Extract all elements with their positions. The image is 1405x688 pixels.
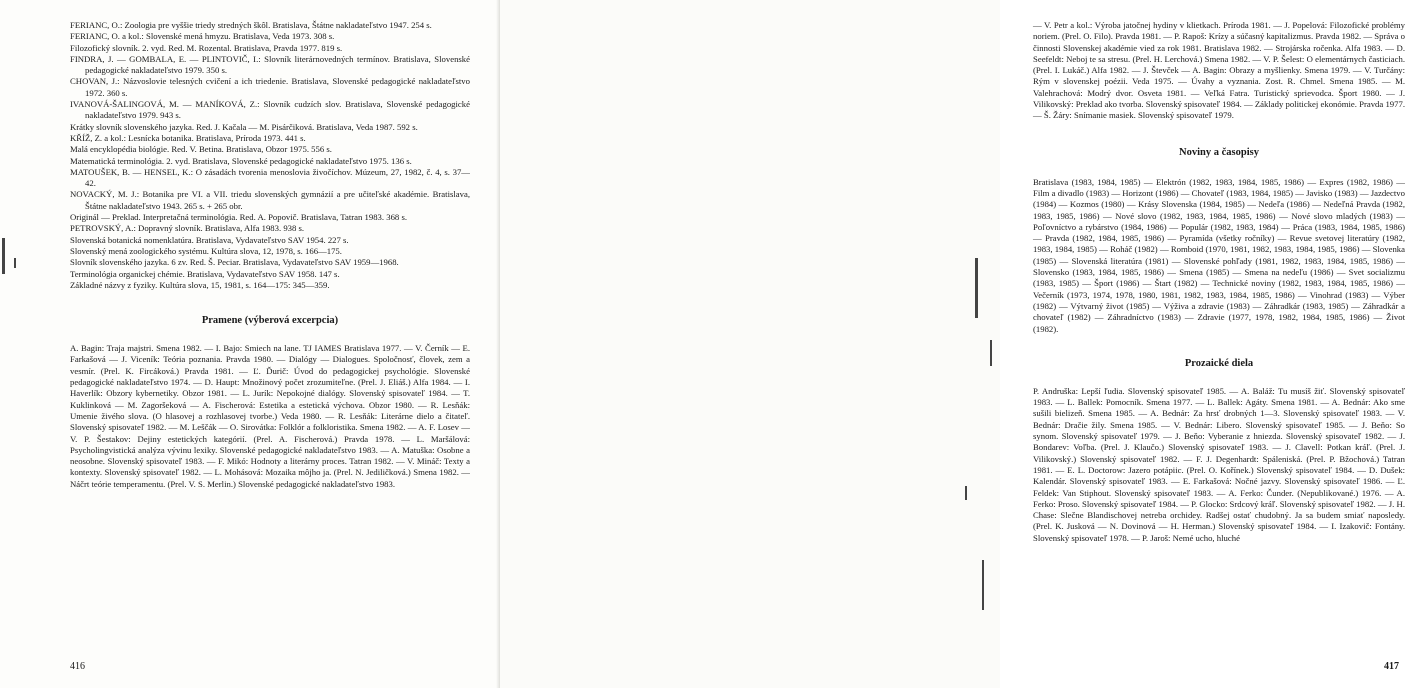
scan-artifact xyxy=(14,258,16,268)
sources-paragraph: A. Bagin: Traja majstri. Smena 1982. — I. Bajo: Smiech na lane. TJ IAMES Bratislava 1977. — V. Černík — E. Farkašová — J. Viceník: Teória poznania. Pravda 1980. — Dialógy — Dialogues. Spoločnosť, človek, zem a vesmír. (Prel. K. Fircáková.) Pravda 1981. — Ľ. Ďurič: Úvod do pedagogickej psychológie. Slovenské pedagogické nakladateľstvo 1974. — D. Haupt: Množinový počet zrozumiteľne. (Prel. J. Eliáš.) Alfa 1984. — I. Haverlík: Obzory kybernetiky. Obzor 1981. — L. Jurík: Nepokojné dialógy. Slovenský spisovateľ 1984. — T. Kuklinková — M. Zagoršeková — A. Fischerová: Estetika a estetická výchova. Obzor 1980. — R. Lesňák: Umenie živého slova. (O hlasovej a rozhlasovej tvorbe.) Veda 1980. — R. Lesňák: Literárne dielo a čitateľ. Slovenský spisovateľ 1982. — M. Leščák — O. Sirovátka: Folklór a folkloristika. Smena 1982. — A. F. Losev — V. P. Šestakov: Dejiny estetických kategórií. (Prel. A. Fischerová.) Pravda 1978. — L. Maršálová: Psycholingvistická analýza vývinu lexiky. Slovenské pedagogické nakladateľstvo 1983. — A. Matuška: Osobne a neosobne. Slovenský spisovateľ 1983. — F. Mikó: Hodnoty a literárny proces. Tatran 1982. — V. Mináč: Texty a kontexty. Slovenský spisovateľ 1982. — L. Mohásová: Mozaika môjho ja. (Prel. N. Jediličková.) Smena 1982. — Náčrt teórie temperamentu. (Prel. V. S. Merlin.) Slovenské pedagogické nakladateľstvo 1983. xyxy=(70,343,470,489)
reference-entry: Matematická terminológia. 2. vyd. Bratislava, Slovenské pedagogické nakladateľstvo 1975. 136 s. xyxy=(70,155,412,166)
reference-entry: Krátky slovník slovenského jazyka. Red. J. Kačala — M. Pisárčiková. Bratislava, Veda 1987. 592 s. xyxy=(70,121,418,132)
reference-entry: Malá encyklopédia biológie. Red. V. Betina. Bratislava, Obzor 1975. 556 s. xyxy=(70,144,332,155)
reference-entry: Originál — Preklad. Interpretačná terminológia. Red. A. Popovič. Bratislava, Tatran 1983. 368 s. xyxy=(70,212,407,223)
reference-entry: Slovník slovenského jazyka. 6 zv. Red. Š. Peciar. Bratislava, Vydavateľstvo SAV 1959—1968. xyxy=(70,257,399,268)
sources-continued-paragraph: — V. Petr a kol.: Výroba jatočnej hydiny v klietkach. Príroda 1981. — J. Popelová: Filozofické problémy noriem. (Prel. O. Filo). Pravda 1981. — P. Rapoš: Krízy a súčasný kapitalizmus. Pravda 1982. — Správa o činnosti Slovenskej akadémie vied za rok 1981. Bratislava 1982. — Strojárska ročenka. Alfa 1983. — D. Seefeldt: Neboj te sa stresu. (Prel. H. Lerchová.) Smena 1982. — V. P. Šelest: O elementárnych časticiach. (Prel. I. Lukáč.) Alfa 1982. — J. Števček — A. Bagin: Obrazy a myšlienky. Smena 1979. — V. Turčány: Rým v slovenskej poézii. Veda 1975. — Úvahy a vyznania. Zost. R. Chmel. Smena 1985. — M. Valehrachová: Modrý dvor. Osveta 1981. — Veľká Fatra. Turistický sprievodca. Šport 1980. — J. Vilikovský: Preklad ako tvorba. Slovenský spisovateľ 1984. — Základy politickej ekonómie. Pravda 1977. — Š. Žáry: Snímanie masiek. Slovenský spisovateľ 1979. xyxy=(1033,20,1405,121)
reference-entry: FERIANC, O.: Zoologia pre vyššie triedy stredných škôl. Bratislava, Štátne nakladateľstvo 1947. 254 s. xyxy=(70,20,432,30)
left-column xyxy=(70,20,470,490)
page-number-right: 417 xyxy=(1384,661,1399,672)
page-number-left: 416 xyxy=(70,661,85,672)
scan-artifact xyxy=(975,258,978,318)
scan-artifact xyxy=(982,560,984,610)
reference-entry: CHOVAN, J.: Názvoslovie telesných cvičení a ich triedenie. Bratislava, Slovenské pedagogické nakladateľstvo 1972. 360 s. xyxy=(70,76,470,98)
scan-artifact xyxy=(990,340,992,366)
right-page xyxy=(500,0,1405,688)
reference-entry: Filozofický slovník. 2. vyd. Red. M. Rozental. Bratislava, Pravda 1977. 819 s. xyxy=(70,42,343,53)
reference-entry: Terminológia organickej chémie. Bratislava, Vydavateľstvo SAV 1958. 147 s. xyxy=(70,268,340,279)
scan-artifact xyxy=(965,486,967,500)
reference-entry: FINDRA, J. — GOMBALA, E. — PLINTOVIČ, I.: Slovník literárnovedných termínov. Bratislava, Slovenské pedagogické nakladateľstvo 1979. 350 s. xyxy=(70,53,470,76)
reference-entry: Základné názvy z fyziky. Kultúra slova, 15, 1981, s. 164—175: 345—359. xyxy=(70,279,330,290)
reference-list xyxy=(70,20,470,291)
section-heading-noviny: Noviny a časopisy xyxy=(1179,146,1259,158)
reference-entry: NOVACKÝ, M. J.: Botanika pre VI. a VII. triedu slovenských gymnázií a pre učiteľské akadémie. Bratislava, Štátne nakladateľstvo 1943. 265 s. + 265 obr. xyxy=(70,189,470,211)
section-heading-pramene: Pramene (výberová excerpcia) xyxy=(201,315,339,327)
right-column xyxy=(1033,20,1405,544)
section-heading-prozaicke: Prozaické diela xyxy=(1184,357,1254,369)
reference-entry: KŘÍŽ, Z. a kol.: Lesnícka botanika. Bratislava, Príroda 1973. 441 s. xyxy=(70,132,306,143)
newspapers-paragraph: Bratislava (1983, 1984, 1985) — Elektrón (1982, 1983, 1984, 1985, 1986) — Expres (1982, 1986) — Film a divadlo (1983) — Horizont (1986) — Chovateľ (1983, 1984, 1985) — Javisko (1983) — Jazdectvo (1984) — Kozmos (1980) — Krásy Slovenska (1984, 1985) — Nedeľa (1986) — Nedeľná Pravda (1982, 1983, 1985, 1986) — Nové slovo (1982, 1983, 1984, 1985, 1986) — Nové slovo mladých (1983) — Poľovníctvo a rybárstvo (1984, 1986) — Populár (1982, 1983, 1984) — Práca (1983, 1984, 1985, 1986) — Pravda (1982, 1984, 1985, 1986) — Pyramída (všetky ročníky) — Revue svetovej literatúry (1982, 1983, 1984, 1985) — Roháč (1982) — Romboid (1970, 1981, 1982, 1983, 1984, 1985, 1986) — Slovenka (1985) — Slovenská literatúra (1981) — Slovenské pohľady (1981, 1982, 1983, 1984, 1985, 1986) — Slovensko (1983, 1984, 1985, 1986) — Smena (1985) — Smena na nedeľu (1986) — Svet socializmu (1983, 1985) — Šport (1986) — Štart (1982) — Technické noviny (1982, 1983, 1984, 1985, 1986) — Večerník (1973, 1974, 1978, 1980, 1981, 1982, 1983, 1984, 1985, 1986) — Vinohrad (1983) — Výber (1982) — Výtvarný život (1985) — Výživa a zdravie (1983) — Záhradkár (1983, 1985) — Záhradkár a chovateľ (1982) — Záhradníctvo (1983) — Zdravie (1977, 1978, 1982, 1984, 1985, 1986) — Život (1982). xyxy=(1033,176,1405,334)
reference-entry: MATOUŠEK, B. — HENSEL, K.: O zásadách tvorenia menoslovia živočíchov. Múzeum, 27, 1982, č. 4, s. 37—42. xyxy=(70,166,470,189)
scan-artifact xyxy=(2,238,5,274)
reference-entry: FERIANC, O. a kol.: Slovenské mená hmyzu. Bratislava, Veda 1973. 308 s. xyxy=(70,31,335,42)
reference-entry: Slovenská botanická nomenklatúra. Bratislava, Vydavateľstvo SAV 1954. 227 s. xyxy=(70,234,349,245)
prose-works-paragraph: P. Andruška: Lepší ľudia. Slovenský spisovateľ 1985. — A. Baláž: Tu musíš žiť. Slovenský spisovateľ 1983. — L. Ballek: Pomocník. Smena 1977. — L. Ballek: Agáty. Smena 1981. — A. Bednár: Ako sme sušili bielizeň. Smena 1985. — A. Bednár: Za hrsť drobných 1—3. Slovenský spisovateľ 1983. — V. Bednár: Dračie žily. Smena 1985. — V. Bednár: Libero. Slovenský spisovateľ 1985. — J. Beňo: So synom. Slovenský spisovateľ 1979. — J. Beňo: Vyberanie z hniezda. Slovenský spisovateľ 1982. — J. Bondarev: Voľba. (Prel. J. Klaučo.) Slovenský spisovateľ 1983. — J. Clavell: Potkan kráľ. (Prel. J. Vilikovský.) Slovenský spisovateľ 1982. — F. J. Degenhardt: Spáleniská. (Prel. P. Bžochová.) Tatran 1981. — E. L. Doctorow: Jazero potápiic. (Prel. O. Kořínek.) Slovenský spisovateľ 1984. — D. Dušek: Kalendár. Slovenský spisovateľ 1983. — E. Farkašová: Nočné jazvy. Slovenský spisovateľ 1986. — Ľ. Feldek: Van Stiphout. Slovenský spisovateľ 1983. — A. Ferko: Čunder. (Nepublikované.) 1976. — A. Ferko: Proso. Slovenský spisovateľ 1984. — P. Glocko: Srdcový kráľ. Slovenský spisovateľ 1982. — J. H. Chase: Slečne Blandischovej netreba orchidey. Radšej ostať chudobný. Ja sa budem smiať naposledy. (Prel. K. Jusková — N. Dovinová — H. Herman.) Slovenský spisovateľ 1984. — I. Izakovič: Fontány. Slovenský spisovateľ 1978. — P. Jaroš: Nemé ucho, hluché xyxy=(1033,385,1405,543)
reference-entry: Slovenský mená zoologického systému. Kultúra slova, 12, 1978, s. 166—175. xyxy=(70,245,342,256)
left-page xyxy=(0,0,500,688)
reference-entry: IVANOVÁ-ŠALINGOVÁ, M. — MANÍKOVÁ, Z.: Slovník cudzích slov. Bratislava, Slovenské pedagogické nakladateľstvo 1979. 943 s. xyxy=(70,99,470,121)
reference-entry: PETROVSKÝ, A.: Dopravný slovník. Bratislava, Alfa 1983. 938 s. xyxy=(70,223,305,234)
